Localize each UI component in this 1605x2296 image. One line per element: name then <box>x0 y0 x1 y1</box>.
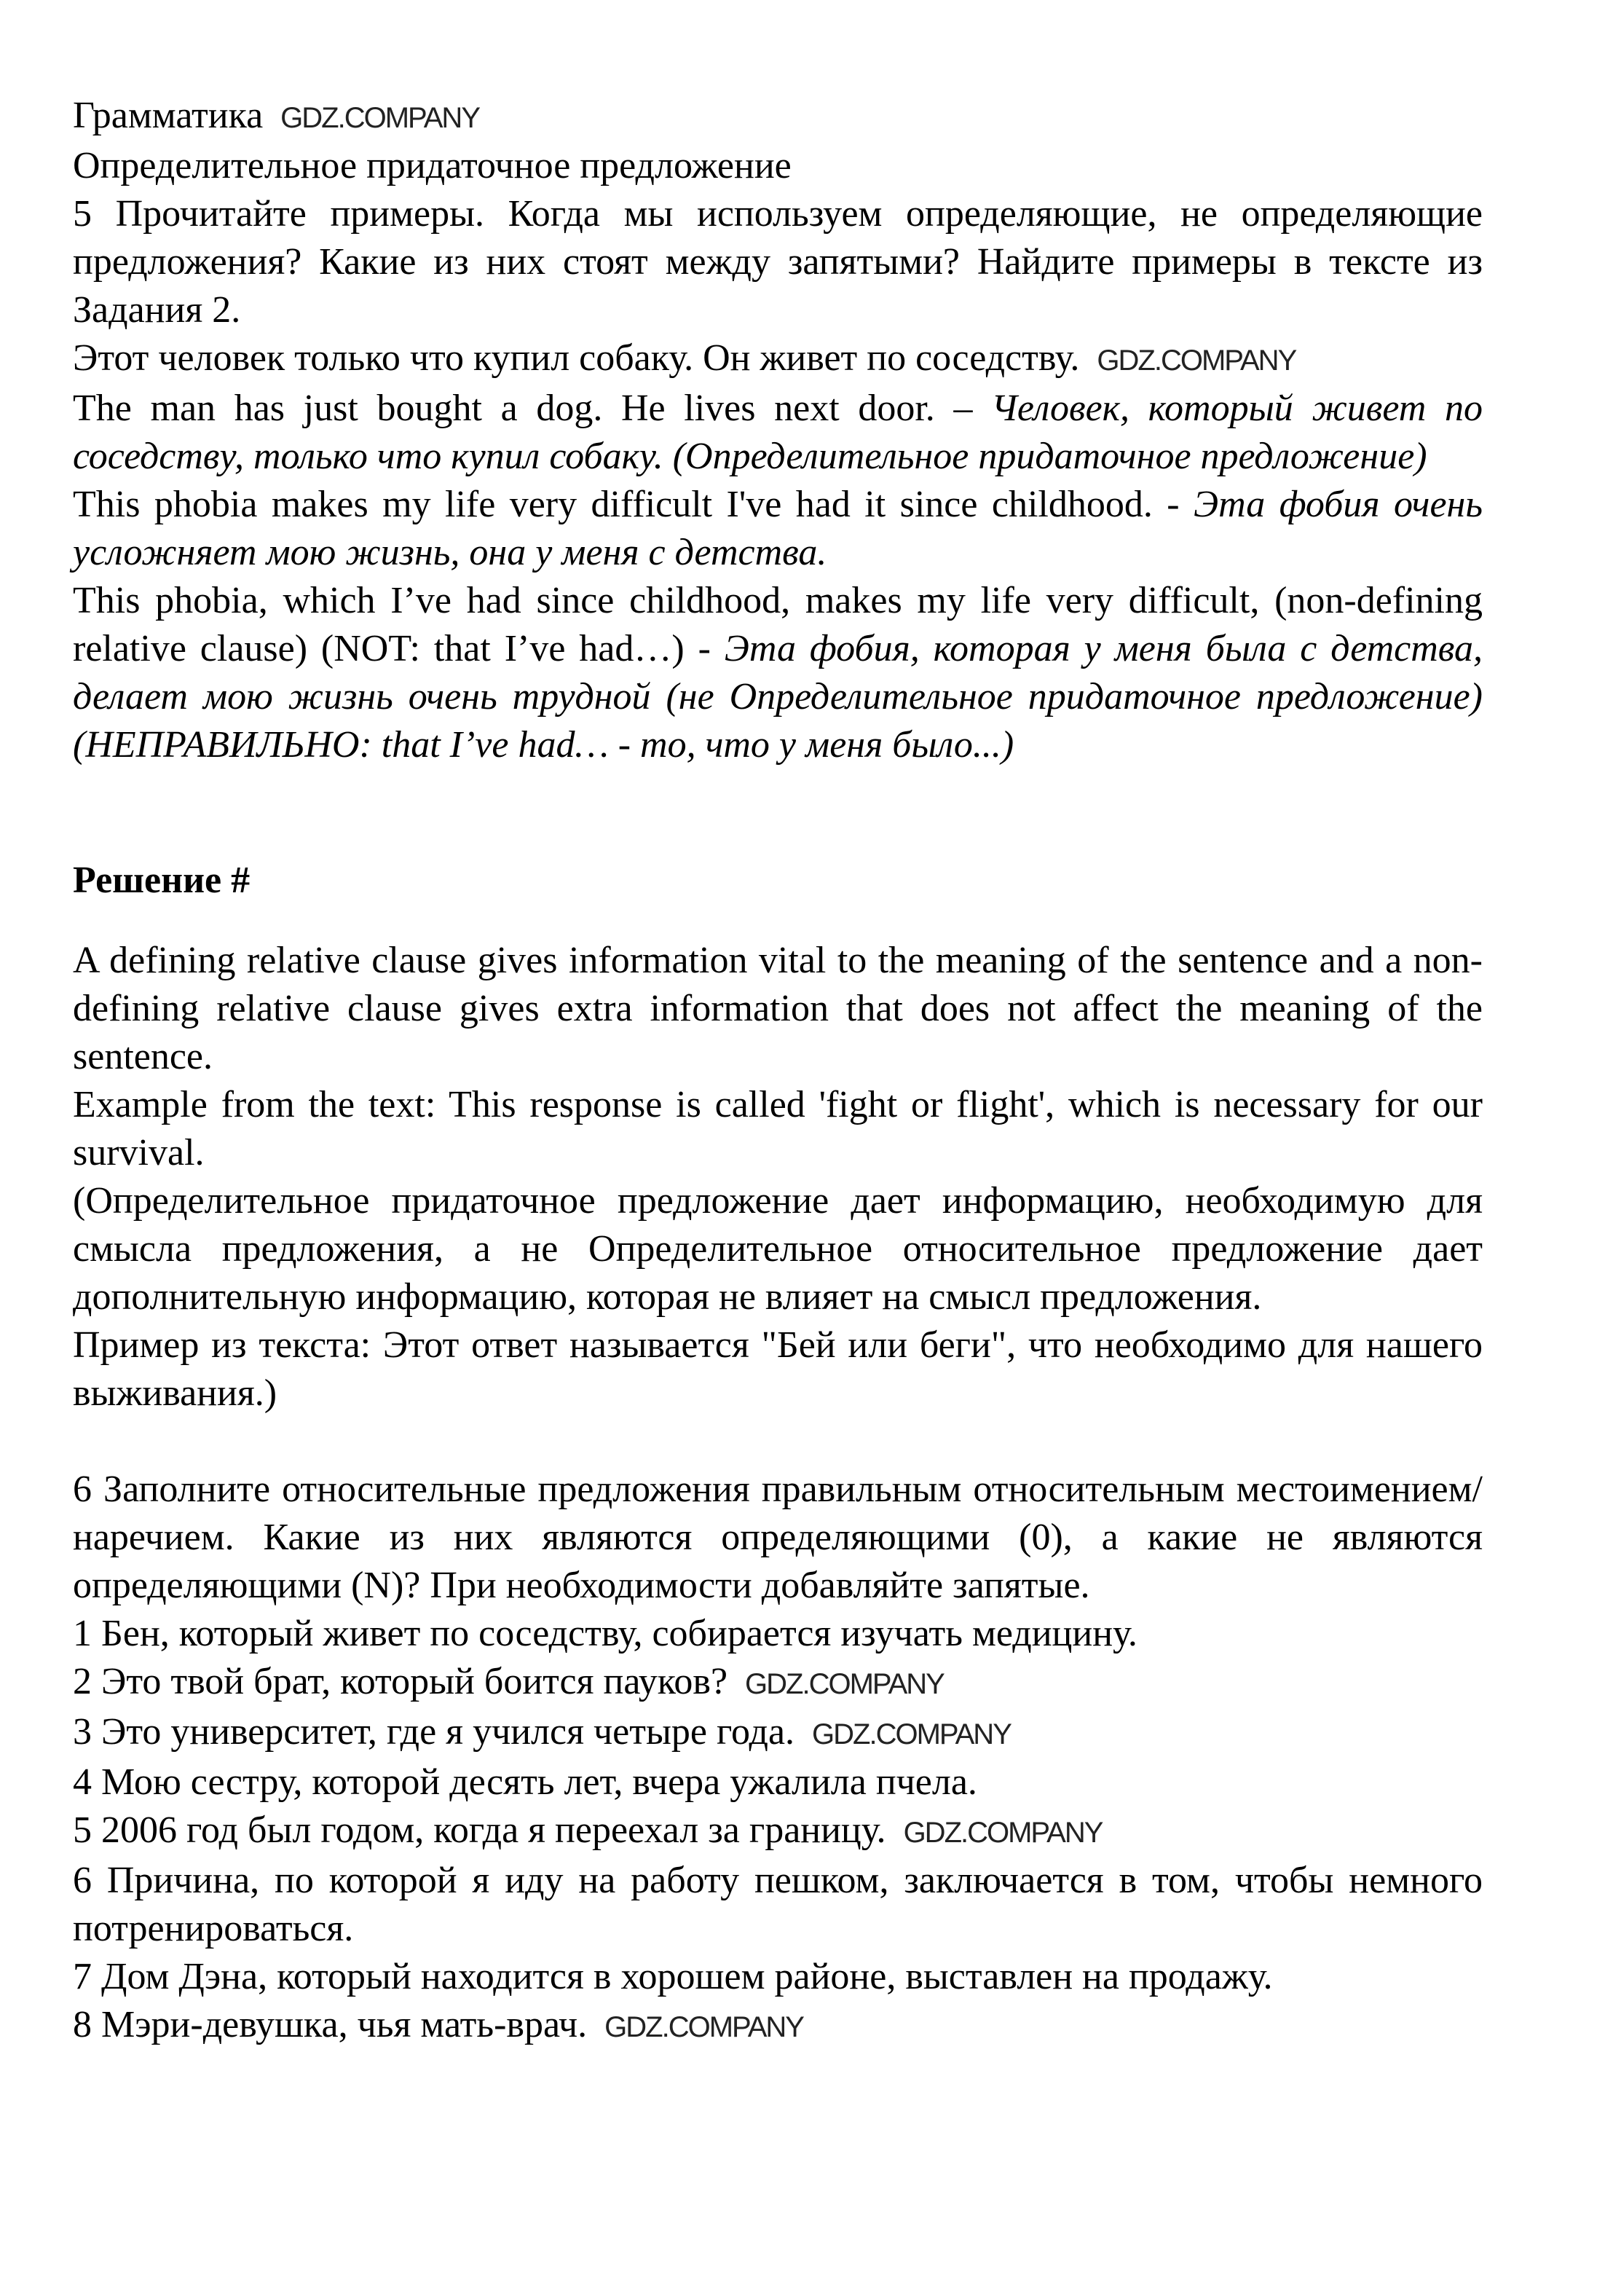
example4-ru: Эта фобия, которая у меня была с детства, делает мою жизнь очень трудной (не Определительное придаточное предложение) (НЕПРАВИЛЬНО: that I’ve had… - то, что у меня было...) <box>73 628 1483 766</box>
example3 <box>73 481 1483 577</box>
task6-item-8-line <box>73 2001 1483 2051</box>
solution-para2: Example from the text: This response is called 'fight or flight', which is necessary for our survival. <box>73 1084 1483 1173</box>
solution-title: Решение # <box>73 860 251 901</box>
task6-item-4: 4 Мою сестру, которой десять лет, вчера ужалила пчела. <box>73 1761 977 1803</box>
example3-ru: Эта фобия очень усложняет мою жизнь, она у меня с детства. <box>73 484 1483 573</box>
task6-item-6: 6 Причина, по которой я иду на работу пешком, заключается в том, чтобы немного потренироваться. <box>73 1860 1483 1949</box>
task6-item-3: 3 Это университет, где я учился четыре года. <box>73 1711 795 1753</box>
example4 <box>73 577 1483 769</box>
watermark: GDZ.COMPANY <box>280 102 479 134</box>
subheading: Определительное придаточное предложение <box>73 145 792 186</box>
heading-line <box>73 92 1483 142</box>
example4-en: This phobia, which I’ve had since childhood, makes my life very difficult, (non-defining relative clause) (NOT: that I’ve had…) - <box>73 580 1483 669</box>
example2-en: The man has just bought a dog. He lives next door. – <box>73 388 992 429</box>
example3-en: This phobia makes my life very difficult I've had it since childhood. - <box>73 484 1194 525</box>
task6-item-3-line <box>73 1708 1483 1758</box>
task6-prompt: 6 Заполните относительные предложения правильным относительным местоимением/наречием. Какие из них являются определяющими (0), а какие не являются определяющими (N)? При необходимости добавляйте запятые. <box>73 1469 1483 1606</box>
watermark: GDZ.COMPANY <box>745 1668 944 1700</box>
task6-item-2-line <box>73 1658 1483 1708</box>
task6-item-1: 1 Бен, который живет по соседству, собирается изучать медицину. <box>73 1613 1137 1654</box>
task5-prompt: 5 Прочитайте примеры. Когда мы используем определяющие, не определяющие предложения? Какие из них стоят между запятыми? Найдите примеры в тексте из Задания 2. <box>73 193 1483 331</box>
task6-item-5-line <box>73 1806 1483 1857</box>
watermark: GDZ.COMPANY <box>604 2011 803 2043</box>
solution-para1: A defining relative clause gives information vital to the meaning of the sentence and a non-defining relative clause gives extra information that does not affect the meaning of the sentence. <box>73 940 1483 1077</box>
example1-line <box>73 334 1483 385</box>
task6-item-2: 2 Это твой брат, который боится пауков? <box>73 1661 728 1702</box>
solution-para3: (Определительное придаточное предложение дает информацию, необходимую для смысла предложения, а не Определительное относительное предложение дает дополнительную информацию, которая не влияет на смысл предложения. <box>73 1180 1483 1318</box>
example2-ru: Человек, который живет по соседству, только что купил собаку. (Определительное придаточное предложение) <box>73 388 1483 477</box>
example1: Этот человек только что купил собаку. Он живет по соседству. <box>73 337 1080 379</box>
watermark: GDZ.COMPANY <box>812 1718 1011 1750</box>
solution-para4: Пример из текста: Этот ответ называется "Бей или беги", что необходимо для нашего выживания.) <box>73 1324 1483 1414</box>
task6-item-8: 8 Мэри-девушка, чья мать-врач. <box>73 2004 588 2045</box>
watermark: GDZ.COMPANY <box>1097 345 1296 377</box>
watermark: GDZ.COMPANY <box>903 1817 1103 1849</box>
heading: Грамматика <box>73 95 264 136</box>
example2 <box>73 385 1483 481</box>
task6-item-7: 7 Дом Дэна, который находится в хорошем районе, выставлен на продажу. <box>73 1956 1273 1997</box>
task6-item-5: 5 2006 год был годом, когда я переехал за границу. <box>73 1809 886 1851</box>
